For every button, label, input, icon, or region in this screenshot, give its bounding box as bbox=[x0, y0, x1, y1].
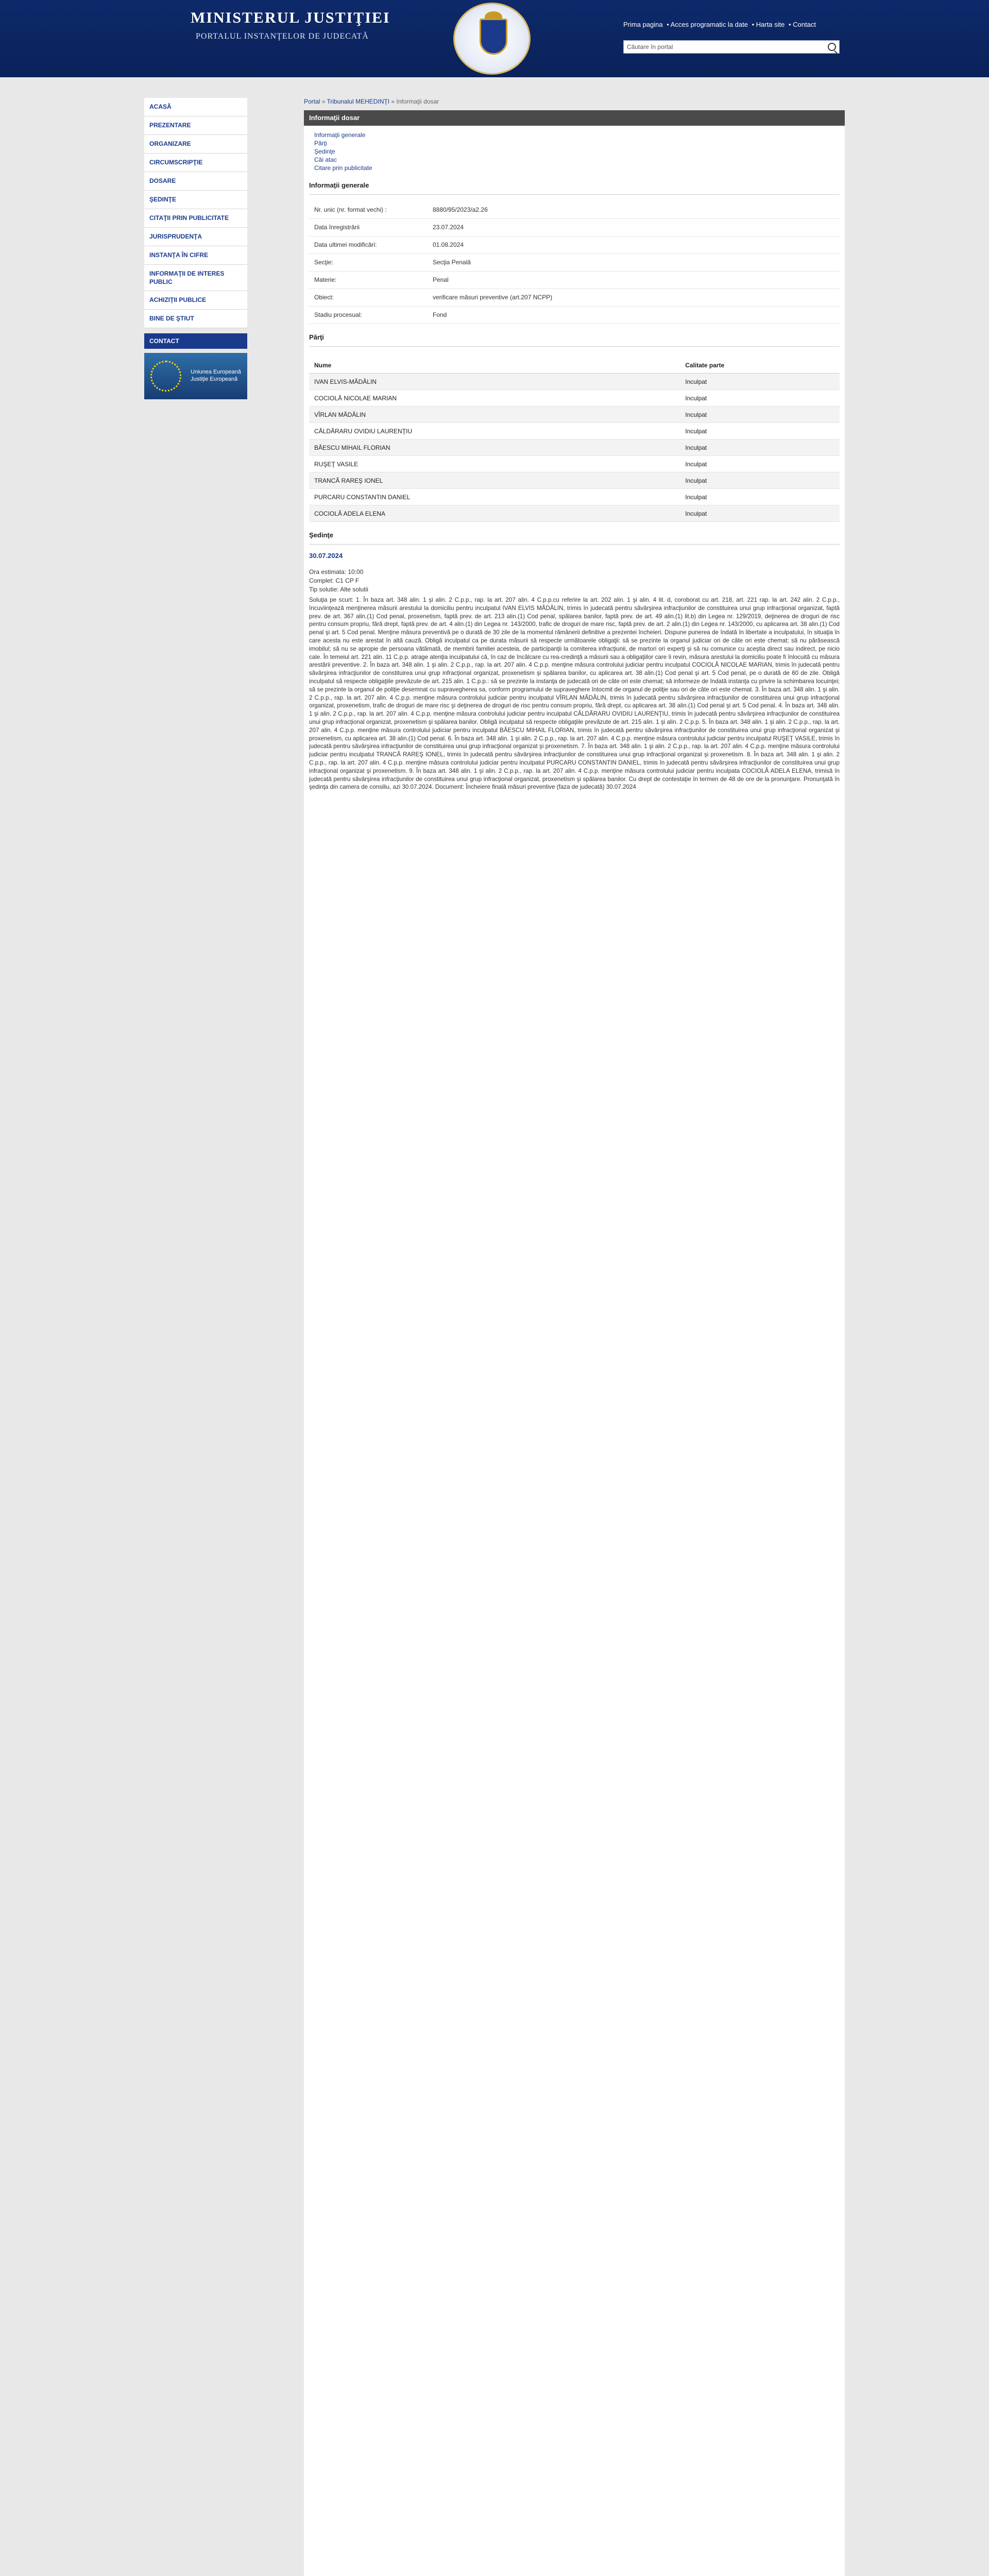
table-row bbox=[309, 253, 840, 271]
party-role: Inculpat bbox=[680, 472, 840, 489]
topnav-home[interactable]: Prima pagina bbox=[623, 21, 663, 28]
case-details bbox=[304, 126, 845, 2576]
hearing-solution-type: Tip solutie: Alte solutii bbox=[309, 586, 368, 593]
header-title-block bbox=[144, 0, 453, 77]
sidebar-item-jurisprudenta[interactable]: JURISPRUDENŢA bbox=[144, 228, 247, 246]
info-label: Data înregistrării bbox=[314, 224, 360, 231]
sidebar-item-citatii[interactable]: CITAŢII PRIN PUBLICITATE bbox=[144, 209, 247, 228]
sidebar-item-organizare[interactable]: ORGANIZARE bbox=[144, 135, 247, 154]
info-value: Fond bbox=[433, 311, 447, 318]
table-header-row bbox=[309, 358, 840, 374]
search-input[interactable] bbox=[627, 43, 823, 51]
general-info-heading: Informaţii generale bbox=[309, 172, 840, 195]
info-label: Data ultimei modificări: bbox=[314, 241, 377, 248]
hearing-meta bbox=[309, 568, 840, 594]
party-name: COCIOLĂ ADELA ELENA bbox=[309, 505, 680, 522]
col-calitate: Calitate parte bbox=[680, 358, 840, 374]
table-row bbox=[309, 472, 840, 489]
anchor-sedinte[interactable]: Şedinţe bbox=[314, 148, 335, 155]
breadcrumb-current: Informaţii dosar bbox=[396, 98, 439, 105]
sidebar-item-prezentare[interactable]: PREZENTARE bbox=[144, 116, 247, 135]
table-row bbox=[309, 289, 840, 306]
party-role: Inculpat bbox=[680, 505, 840, 522]
hearing-time: Ora estimata: 10:00 bbox=[309, 568, 364, 575]
info-label: Stadiu procesual: bbox=[314, 311, 362, 318]
table-row bbox=[309, 406, 840, 423]
sedinte-heading: Şedinţe bbox=[309, 522, 840, 545]
party-role: Inculpat bbox=[680, 374, 840, 390]
info-value: 23.07.2024 bbox=[433, 224, 464, 231]
hearing-panel: Complet: C1 CP F bbox=[309, 577, 360, 584]
anchor-links bbox=[309, 126, 840, 172]
table-row bbox=[309, 423, 840, 439]
hearing-solution-text: Soluţia pe scurt: 1. În baza art. 348 alin. 1 şi alin. 2 C.p.p., rap. la art. 207 alin. 4 C.p.p.cu referire la art. 202 alin. 1 şi alin. 4 lit. d, coroborat cu art. 218, art. 221 rap. la art. 242 alin. 2 C.p.p., încuviinţează menţinerea măsurii arestului la domiciliu pentru inculpatul IVAN ELVIS MĂDĂLIN, trimis în judecată pentru săvârşirea infracţiunilor de constituirea unui grup infracţional organizat, faptă prev. de art. 367 alin.(1) Cod penal, proxenetism, faptă prev. de art. 213 alin.(1) Cod penal, spălarea banilor, faptă prev. de art. 49 alin.(1) lit.b) din Legea nr. 129/2019, deţinerea de droguri de risc pentru consum propriu, fără drept, faptă prev. de art. 4 alin.(1) din Legea nr. 143/2000, trafic de droguri de mare risc, faptă prev. de art. 2 alin.(1) din Legea nr. 143/2000, cu aplicarea art. 38 alin.(1) Cod penal şi art. 5 Cod penal. Menţine măsura preventivă pe o durată de 30 zile de la momentul rămânerii definitive a prezentei încheieri. Dispune punerea de îndată în libertate a inculpatului, în situaţia în care acesta nu este arestat în altă cauză. Obligă inculpatul ca pe durata măsurii să respecte următoarele obligaţii: să se prezinte la organul judiciar ori de câte ori este chemat; să nu părăsească imobilul; să nu se apropie de persoana vătămată, de membrii familiei acesteia, de participanţii la comiterea infracţiunii, de martori ori experţi şi să nu comunice cu aceştia direct sau indirect, pe nicio cale. În temeiul art. 221 alin. 11 C.p.p. atrage atenţia inculpatului că, în caz de încălcare cu rea-credinţă a măsurii sau a obligaţiilor care îi revin, măsura arestului la domiciliu poate fi înlocuită cu măsura arestării preventive. 2. În baza art. 348 alin. 1 şi alin. 2 C.p.p., rap. la art. 207 alin. 4 C.p.p. menţine măsura controlului judiciar pentru inculpatul COCIOLĂ NICOLAE MARIAN, trimis în judecată pentru săvârşirea infracţiunilor de constituirea unui grup infracţional organizat, proxenetism şi spălarea banilor, cu aplicarea art. 38 alin.(1) Cod penal şi art. 5 Cod penal, pe o durată de 60 de zile. Obligă inculpatul să respecte obligaţiile prevăzute de art. 215 alin. 1 C.p.p.: să se prezinte la instanţa de judecată ori de câte ori este chemat; să informeze de îndată instanţa cu privire la schimbarea locuinţei; să se prezinte la organul de poliţie desemnat cu supravegherea sa, conform programului de supraveghere întocmit de organul de poliţie sau ori de câte ori este chemat. 3. În baza art. 348 alin. 1 şi alin. 2 C.p.p., rap. la art. 207 alin. 4 C.p.p. menţine măsura controlului judiciar pentru inculpatul VÎRLAN MĂDĂLIN, trimis în judecată pentru săvârşirea infracţiunilor de constituirea unui grup infracţional organizat, proxenetism, trafic de droguri de mare risc şi deţinerea de droguri de risc pentru consum propriu, fără drept, cu aplicarea art. 38 alin.(1) Cod penal şi art. 5 Cod penal. 4. În baza art. 348 alin. 1 şi alin. 2 C.p.p., rap. la art. 207 alin. 4 C.p.p. menţine măsura controlului judiciar pentru inculpatul CĂLDĂRARU OVIDIU LAURENŢIU, trimis în judecată pentru săvârşirea infracţiunilor de constituirea unui grup infracţional organizat, proxenetism şi spălarea banilor. Obligă inculpatul să respecte obligaţiile prevăzute de art. 215 alin. 1 şi alin. 2 C.p.p. 5. În baza art. 348 alin. 1 şi alin. 2 C.p.p., rap. la art. 207 alin. 4 C.p.p. menţine măsura controlului judiciar pentru inculpatul BĂESCU MIHAIL FLORIAN, trimis în judecată pentru săvârşirea infracţiunilor de constituirea unui grup infracţional organizat şi proxenetism, cu aplicarea art. 38 alin.(1) Cod penal. 6. În baza art. 348 alin. 1 şi alin. 2 C.p.p., rap. la art. 207 alin. 4 C.p.p. menţine măsura controlului judiciar pentru inculpatul RUŞEŢ VASILE, trimis în judecată pentru săvârşirea infracţiunilor de constituirea unui grup infracţional organizat şi proxenetism. 7. În baza art. 348 alin. 1 şi alin. 2 C.p.p., rap. la art. 207 alin. 4 C.p.p. menţine măsura controlului judiciar pentru inculpatul TRANCĂ RAREŞ IONEL, trimis în judecată pentru săvârşirea infracţiunilor de constituirea unui grup infracţional organizat şi proxenetism. 8. În baza art. 348 alin. 1 şi alin. 2 C.p.p., rap. la art. 207 alin. 4 C.p.p. menţine măsura controlului judiciar pentru inculpatul PURCARU CONSTANTIN DANIEL, trimis în judecată pentru săvârşirea infracţiunilor de constituirea unui grup infracţional organizat şi proxenetism. 9. În baza art. 348 alin. 1 şi alin. 2 C.p.p., rap. la art. 207 alin. 4 C.p.p. menţine măsura controlului judiciar pentru inculpata COCIOLĂ ADELA ELENA, trimisă în judecată pentru săvârşirea infracţiunilor de constituirea unui grup infracţional organizat, proxenetism şi spălarea banilor. Cu drept de contestaţie în termen de 48 de ore de la pronunţare. Pronunţată în şedinţa din camera de consiliu, azi 30.07.2024. Document: Încheiere finală măsuri preventive (faza de judecată) 30.07.2024 bbox=[309, 597, 840, 791]
party-name: RUŞEŢ VASILE bbox=[309, 456, 680, 472]
sidebar-item-dosare[interactable]: DOSARE bbox=[144, 172, 247, 191]
table-row bbox=[309, 390, 840, 406]
col-nume: Nume bbox=[309, 358, 680, 374]
parti-heading: Părţi bbox=[309, 324, 840, 347]
search-box bbox=[623, 40, 840, 54]
table-row bbox=[309, 218, 840, 236]
info-value: 01.08.2024 bbox=[433, 241, 464, 248]
sidebar-item-achizitii[interactable]: ACHIZIŢII PUBLICE bbox=[144, 291, 247, 310]
info-label: Nr. unic (nr. format vechi) : bbox=[314, 206, 387, 213]
info-value: Penal bbox=[433, 276, 449, 283]
sidebar-item-sedinte[interactable]: ŞEDINŢE bbox=[144, 191, 247, 209]
general-info-table bbox=[309, 201, 840, 324]
info-value: verificare măsuri preventive (art.207 NCPP) bbox=[433, 294, 553, 301]
site-subtitle: PORTALUL INSTANŢELOR DE JUDECATĂ bbox=[196, 32, 369, 41]
party-role: Inculpat bbox=[680, 406, 840, 423]
header-right bbox=[623, 21, 840, 72]
page-title: Informaţii dosar bbox=[304, 110, 845, 126]
party-name: BĂESCU MIHAIL FLORIAN bbox=[309, 439, 680, 456]
party-role: Inculpat bbox=[680, 390, 840, 406]
party-name: VÎRLAN MĂDĂLIN bbox=[309, 406, 680, 423]
eu-justice-banner[interactable] bbox=[144, 353, 247, 399]
site-header bbox=[0, 0, 989, 77]
search-icon[interactable] bbox=[828, 43, 836, 51]
info-value: 8880/95/2023/a2.26 bbox=[433, 206, 488, 213]
topnav-contact[interactable]: Contact bbox=[793, 21, 816, 28]
table-row bbox=[309, 306, 840, 324]
main-content bbox=[304, 98, 845, 2576]
table-row bbox=[309, 456, 840, 472]
party-name: IVAN ELVIS-MĂDĂLIN bbox=[309, 374, 680, 390]
party-role: Inculpat bbox=[680, 456, 840, 472]
breadcrumb-portal[interactable]: Portal bbox=[304, 98, 320, 105]
table-row bbox=[309, 505, 840, 522]
table-row bbox=[309, 201, 840, 218]
table-row bbox=[309, 439, 840, 456]
info-label: Materie: bbox=[314, 276, 337, 283]
party-name: COCIOLĂ NICOLAE MARIAN bbox=[309, 390, 680, 406]
party-name: TRANCĂ RAREŞ IONEL bbox=[309, 472, 680, 489]
table-row bbox=[309, 271, 840, 289]
top-navigation: Prima pagina • Acces programatic la date • Harta site • Contact bbox=[623, 21, 816, 28]
hearing-date: 30.07.2024 bbox=[309, 552, 343, 560]
topnav-sitemap[interactable]: Harta site bbox=[756, 21, 785, 28]
breadcrumb: Portal » Tribunalul MEHEDINŢI » Informaţii dosar bbox=[304, 98, 439, 105]
info-label: Obiect: bbox=[314, 294, 334, 301]
sidebar-item-informatii-publice[interactable]: INFORMAŢII DE INTERES PUBLIC bbox=[144, 265, 247, 291]
coat-of-arms-logo[interactable] bbox=[453, 3, 531, 75]
breadcrumb-court[interactable]: Tribunalul MEHEDINŢI bbox=[327, 98, 390, 105]
info-label: Secţie: bbox=[314, 259, 333, 266]
sidebar-item-instanta-cifre[interactable]: INSTANŢA ÎN CIFRE bbox=[144, 246, 247, 265]
info-value: Secţia Penală bbox=[433, 259, 471, 266]
table-row bbox=[309, 489, 840, 505]
topnav-api[interactable]: Acces programatic la date bbox=[670, 21, 748, 28]
anchor-citare[interactable]: Citare prin publicitate bbox=[314, 164, 372, 172]
sidebar-item-acasa[interactable]: ACASĂ bbox=[144, 98, 247, 116]
sidebar-item-bine-de-stiut[interactable]: BINE DE ŞTIUT bbox=[144, 310, 247, 328]
anchor-parti[interactable]: Părţi bbox=[314, 140, 327, 147]
table-row bbox=[309, 374, 840, 390]
party-role: Inculpat bbox=[680, 489, 840, 505]
anchor-cai-atac[interactable]: Căi atac bbox=[314, 156, 337, 163]
anchor-general[interactable]: Informaţii generale bbox=[314, 131, 366, 139]
table-row bbox=[309, 236, 840, 253]
site-title: MINISTERUL JUSTIŢIEI bbox=[191, 9, 390, 26]
shield-icon bbox=[480, 19, 507, 55]
eu-stars-icon bbox=[150, 361, 181, 392]
eu-banner-text: Uniunea Europeană Justiţie Europeană bbox=[191, 369, 241, 382]
party-name: PURCARU CONSTANTIN DANIEL bbox=[309, 489, 680, 505]
party-name: CĂLDĂRARU OVIDIU LAURENŢIU bbox=[309, 423, 680, 439]
parti-table bbox=[309, 358, 840, 522]
party-role: Inculpat bbox=[680, 439, 840, 456]
sidebar-item-contact[interactable]: CONTACT bbox=[144, 333, 247, 349]
sidebar-item-circumscriptie[interactable]: CIRCUMSCRIPŢIE bbox=[144, 154, 247, 172]
party-role: Inculpat bbox=[680, 423, 840, 439]
sidebar bbox=[144, 98, 247, 399]
